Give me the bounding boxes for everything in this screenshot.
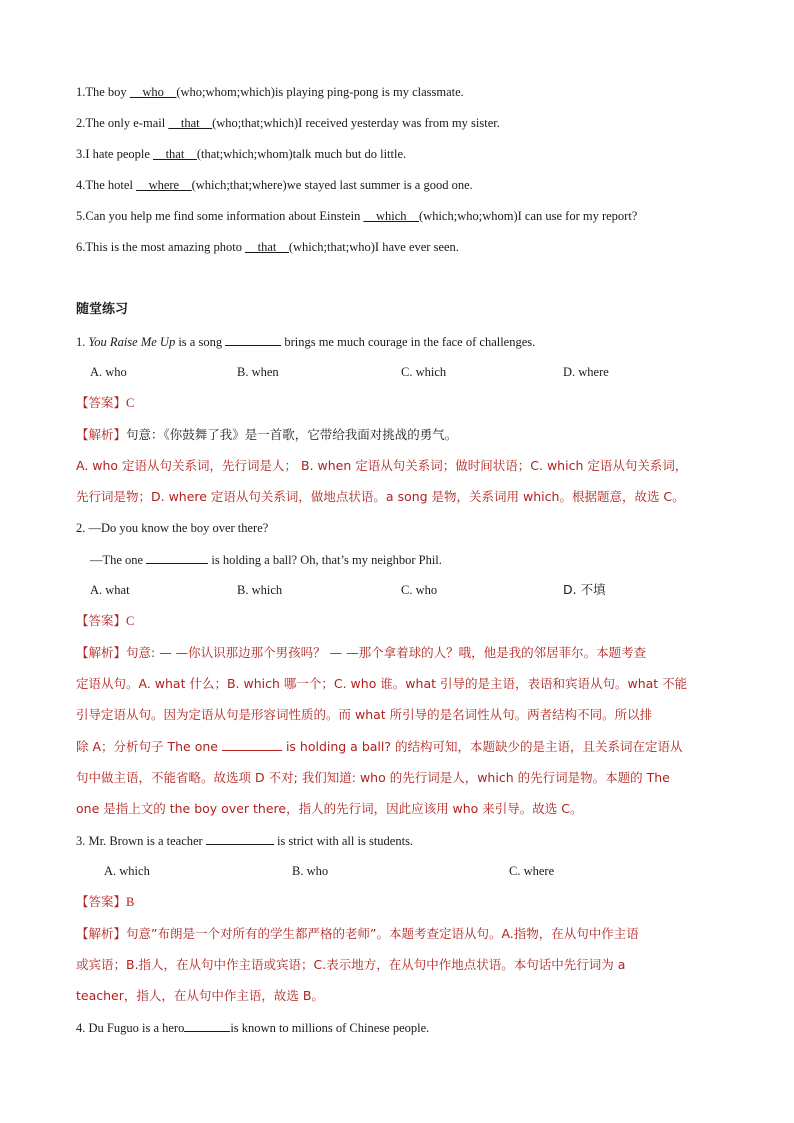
q2-analysis-line-5: 句中做主语，不能省略。故选项 D 不对; 我们知道: who 的先行词是人，which 的先行词是物。本题的 The [76,770,670,785]
warmup-answer-6: __that__ [245,240,289,254]
q2-option-a: A. what [90,583,130,597]
q3-analysis-line-1: 【解析】句意”布朗是一个对所有的学生都严格的老师”。本题考查定语从句。A.指物，在从句中作主语 [76,926,639,941]
q1-analysis-line-2: A. who 定语从句关系词，先行词是人； B. when 定语从句关系词；做时间状语；C. which 定语从句关系词， [76,458,688,473]
q3-option-c: C. where [509,864,555,878]
warmup-item-2: 2.The only e-mail __that__(who;that;which)I received yesterday was from my sister. [76,116,500,130]
question-2-line-1: 2. —Do you know the boy over there? [76,521,269,535]
q3-answer: 【答案】B [76,894,135,909]
q2-option-c: C. who [401,583,438,597]
q3-analysis-line-3: teacher，指人，在从句中作主语，故选 B。 [76,988,324,1003]
warmup-answer-4: __where__ [136,178,192,192]
q1-option-a: A. who [90,365,127,379]
q2-answer: 【答案】C [76,613,135,628]
blank [146,551,208,564]
warmup-answer-3: __that__ [153,147,197,161]
blank [222,738,282,751]
q1-analysis-line-1: 【解析】句意：《你鼓舞了我》是一首歌，它带给我面对挑战的勇气。 [76,427,458,442]
q2-analysis-line-3: 引导定语从句。因为定语从句是形容词性质的。而 what 所引导的是名词性从句。两者结构不同。所以排 [76,707,653,722]
q1-option-d: D. where [563,365,609,379]
warmup-answer-2: __that__ [168,116,213,130]
warmup-item-6: 6.This is the most amazing photo __that__(which;that;who)I have ever seen. [76,240,459,254]
q2-analysis-line-4: 除 A；分析句子 The one is holding a ball? 的结构可知，本题缺少的是主语，且关系词在定语从 [76,739,683,754]
q1-option-c: C. which [401,365,447,379]
warmup-answer-1: __who__ [129,85,177,99]
question-3: 3. Mr. Brown is a teacher is strict with all is students. [76,834,414,848]
warmup-item-3: 3.I hate people __that__(that;which;whom)talk much but do little. [76,147,407,161]
warmup-item-1: 1.The boy __who__(who;whom;which)is playing ping-pong is my classmate. [76,85,464,99]
q2-option-d: D. 不填 [563,582,606,597]
blank [184,1019,230,1032]
warmup-item-5: 5.Can you help me find some information about Einstein __which__(which;who;whom)I can use for my report? [76,209,638,223]
blank [225,333,281,346]
warmup-item-4: 4.The hotel __where__(which;that;where)we stayed last summer is a good one. [76,178,473,192]
blank [206,832,274,845]
q3-option-b: B. who [292,864,329,878]
q2-option-b: B. which [237,583,283,597]
song-title: You Raise Me Up [88,335,176,349]
q3-option-a: A. which [104,864,150,878]
warmup-answer-5: __which__ [363,209,420,223]
question-1: 1. You Raise Me Up is a song brings me much courage in the face of challenges. [76,335,536,349]
q2-analysis-line-1: 【解析】句意: — —你认识那边那个男孩吗？ — —那个拿着球的人？哦，他是我的邻居菲尔。本题考查 [76,645,647,660]
q1-analysis-line-3: 先行词是物；D. where 定语从句关系词，做地点状语。a song 是物，关系词用 which。根据题意，故选 C。 [76,489,685,504]
q2-analysis-line-6: one 是指上文的 the boy over there，指人的先行词，因此应该用 who 来引导。故选 C。 [76,801,583,816]
q3-analysis-line-2: 或宾语；B.指人，在从句中作主语或宾语；C.表示地方，在从句中作地点状语。本句话中先行词为 a [76,957,626,972]
q2-analysis-line-2: 定语从句。A. what 什么；B. which 哪一个；C. who 谁。what 引导的是主语，表语和宾语从句。what 不能 [76,676,688,691]
q1-answer: 【答案】C [76,395,135,410]
question-2-line-2: —The one is holding a ball? Oh, that’s my neighbor Phil. [90,553,442,567]
section-title: 随堂练习 [76,302,129,317]
q1-option-b: B. when [237,365,279,379]
question-4: 4. Du Fuguo is a hero is known to millions of Chinese people. [76,1021,430,1035]
